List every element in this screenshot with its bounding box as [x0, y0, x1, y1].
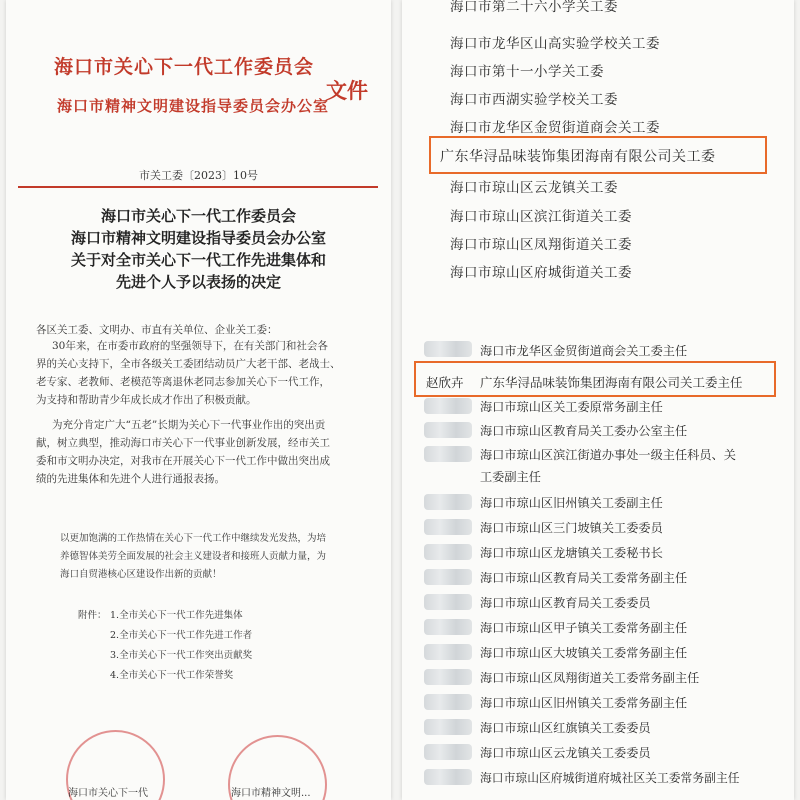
signature-issuer-2: 海口市精神文明...	[231, 788, 311, 799]
paragraph-line: 界的关心支持下，全市各级关工委团结动员广大老干部、老战士、	[36, 358, 341, 370]
individual-list-item: 海口市琼山区云龙镇关工委委员	[480, 746, 651, 760]
individual-list-item: 海口市琼山区红旗镇关工委委员	[480, 721, 651, 735]
collective-list-item: 海口市龙华区山高实验学校关工委	[450, 36, 660, 52]
collective-list-item: 海口市第二十六小学关工委	[450, 0, 618, 15]
highlighted-collective: 广东华浔品味装饰集团海南有限公司关工委	[440, 149, 716, 165]
attachment-item: 1.全市关心下一代工作先进集体	[110, 610, 243, 621]
paragraph-line: 为支持和帮助青少年成长成才作出了积极贡献。	[36, 394, 257, 406]
redacted-name	[424, 519, 472, 535]
signature-issuer-1: 海口市关心下一代	[68, 788, 148, 799]
paragraph-line: 30年来，在市委市政府的坚强领导下，在有关部门和社会各	[52, 340, 328, 352]
right-list-page	[402, 0, 794, 800]
individual-list-item: 海口市琼山区凤翔街道关工委常务副主任	[480, 671, 700, 685]
redacted-name	[424, 398, 472, 414]
collective-list-item: 海口市西湖实验学校关工委	[450, 92, 618, 108]
title-line: 关于对全市关心下一代工作先进集体和	[70, 251, 326, 269]
red-divider	[18, 186, 378, 188]
title-line: 海口市精神文明建设指导委员会办公室	[70, 229, 326, 247]
paragraph-line: 海口自贸港核心区建设作出新的贡献！	[60, 569, 222, 580]
paragraph-line: 养德智体美劳全面发展的社会主义建设者和接班人贡献力量，为	[60, 551, 327, 562]
individual-list-item: 海口市龙华区金贸街道商会关工委主任	[480, 344, 688, 358]
individual-list-item: 海口市琼山区旧州镇关工委副主任	[480, 496, 663, 510]
individual-list-item: 海口市琼山区三门坡镇关工委委员	[480, 521, 663, 535]
salutation: 各区关工委、文明办、市直有关单位、企业关工委：	[36, 324, 278, 336]
individual-list-item: 海口市琼山区甲子镇关工委常务副主任	[480, 621, 688, 635]
document-type-label: 文件	[326, 78, 368, 103]
paragraph-line: 老专家、老教师、老模范等离退休老同志参加关心下一代工作，	[36, 376, 330, 388]
attachment-item: 2.全市关心下一代工作先进工作者	[110, 630, 253, 641]
individual-list-item: 海口市琼山区旧州镇关工委常务副主任	[480, 696, 688, 710]
title-line: 海口市关心下一代工作委员会	[100, 207, 296, 225]
individual-list-item: 海口市琼山区关工委原常务副主任	[480, 400, 663, 414]
issuer-header-1: 海口市关心下一代工作委员会	[54, 56, 315, 78]
individual-list-item: 海口市琼山区滨江街道办事处一级主任科员、关	[480, 448, 736, 462]
paragraph-line: 委和市文明办决定，对我市在开展关心下一代工作中做出突出成	[36, 455, 330, 467]
redacted-name	[424, 769, 472, 785]
individual-list-item: 工委副主任	[480, 470, 541, 484]
paragraph-line: 绩的先进集体和先进个人进行通报表扬。	[36, 473, 225, 485]
paragraph-line: 献，树立典型，推动海口市关心下一代事业创新发展，经市关工	[36, 437, 330, 449]
left-document-page	[6, 0, 391, 800]
attachments-label: 附件：	[78, 610, 107, 621]
title-line: 先进个人予以表扬的决定	[115, 273, 281, 291]
collective-list-item: 海口市第十一小学关工委	[450, 64, 604, 80]
attachment-item: 4.全市关心下一代工作荣誉奖	[110, 670, 234, 681]
collective-list-item: 海口市琼山区云龙镇关工委	[450, 180, 618, 196]
document-number: 市关工委〔2023〕10号	[139, 169, 258, 182]
redacted-name	[424, 669, 472, 685]
redacted-name	[424, 619, 472, 635]
collective-list-item: 海口市琼山区府城街道关工委	[450, 265, 632, 281]
redacted-name	[424, 744, 472, 760]
attachment-item: 3.全市关心下一代工作突出贡献奖	[110, 650, 253, 661]
redacted-name	[424, 569, 472, 585]
redacted-name	[424, 644, 472, 660]
individual-list-item: 海口市琼山区龙塘镇关工委秘书长	[480, 546, 663, 560]
redacted-name	[424, 341, 472, 357]
redacted-name	[424, 594, 472, 610]
highlighted-name: 赵欣卉	[426, 375, 464, 390]
collective-list-item: 海口市琼山区凤翔街道关工委	[450, 237, 632, 253]
redacted-name	[424, 544, 472, 560]
highlighted-individual: 广东华浔品味装饰集团海南有限公司关工委主任	[480, 375, 743, 390]
redacted-name	[424, 494, 472, 510]
issuer-header-2: 海口市精神文明建设指导委员会办公室	[57, 97, 330, 115]
redacted-name	[424, 694, 472, 710]
redacted-name	[424, 719, 472, 735]
collective-list-item: 海口市琼山区滨江街道关工委	[450, 209, 632, 225]
redacted-name	[424, 422, 472, 438]
paragraph-line: 为充分肯定广大“五老”长期为关心下一代事业作出的突出贡	[52, 419, 326, 431]
paragraph-line: 以更加饱满的工作热情在关心下一代工作中继续发光发热，为培	[60, 533, 327, 544]
individual-list-item: 海口市琼山区府城街道府城社区关工委常务副主任	[480, 771, 740, 785]
collective-list-item: 海口市龙华区金贸街道商会关工委	[450, 120, 660, 136]
individual-list-item: 海口市琼山区大坡镇关工委常务副主任	[480, 646, 688, 660]
redacted-name	[424, 446, 472, 462]
individual-list-item: 海口市琼山区教育局关工委办公室主任	[480, 424, 688, 438]
individual-list-item: 海口市琼山区教育局关工委委员	[480, 596, 651, 610]
individual-list-item: 海口市琼山区教育局关工委常务副主任	[480, 571, 688, 585]
